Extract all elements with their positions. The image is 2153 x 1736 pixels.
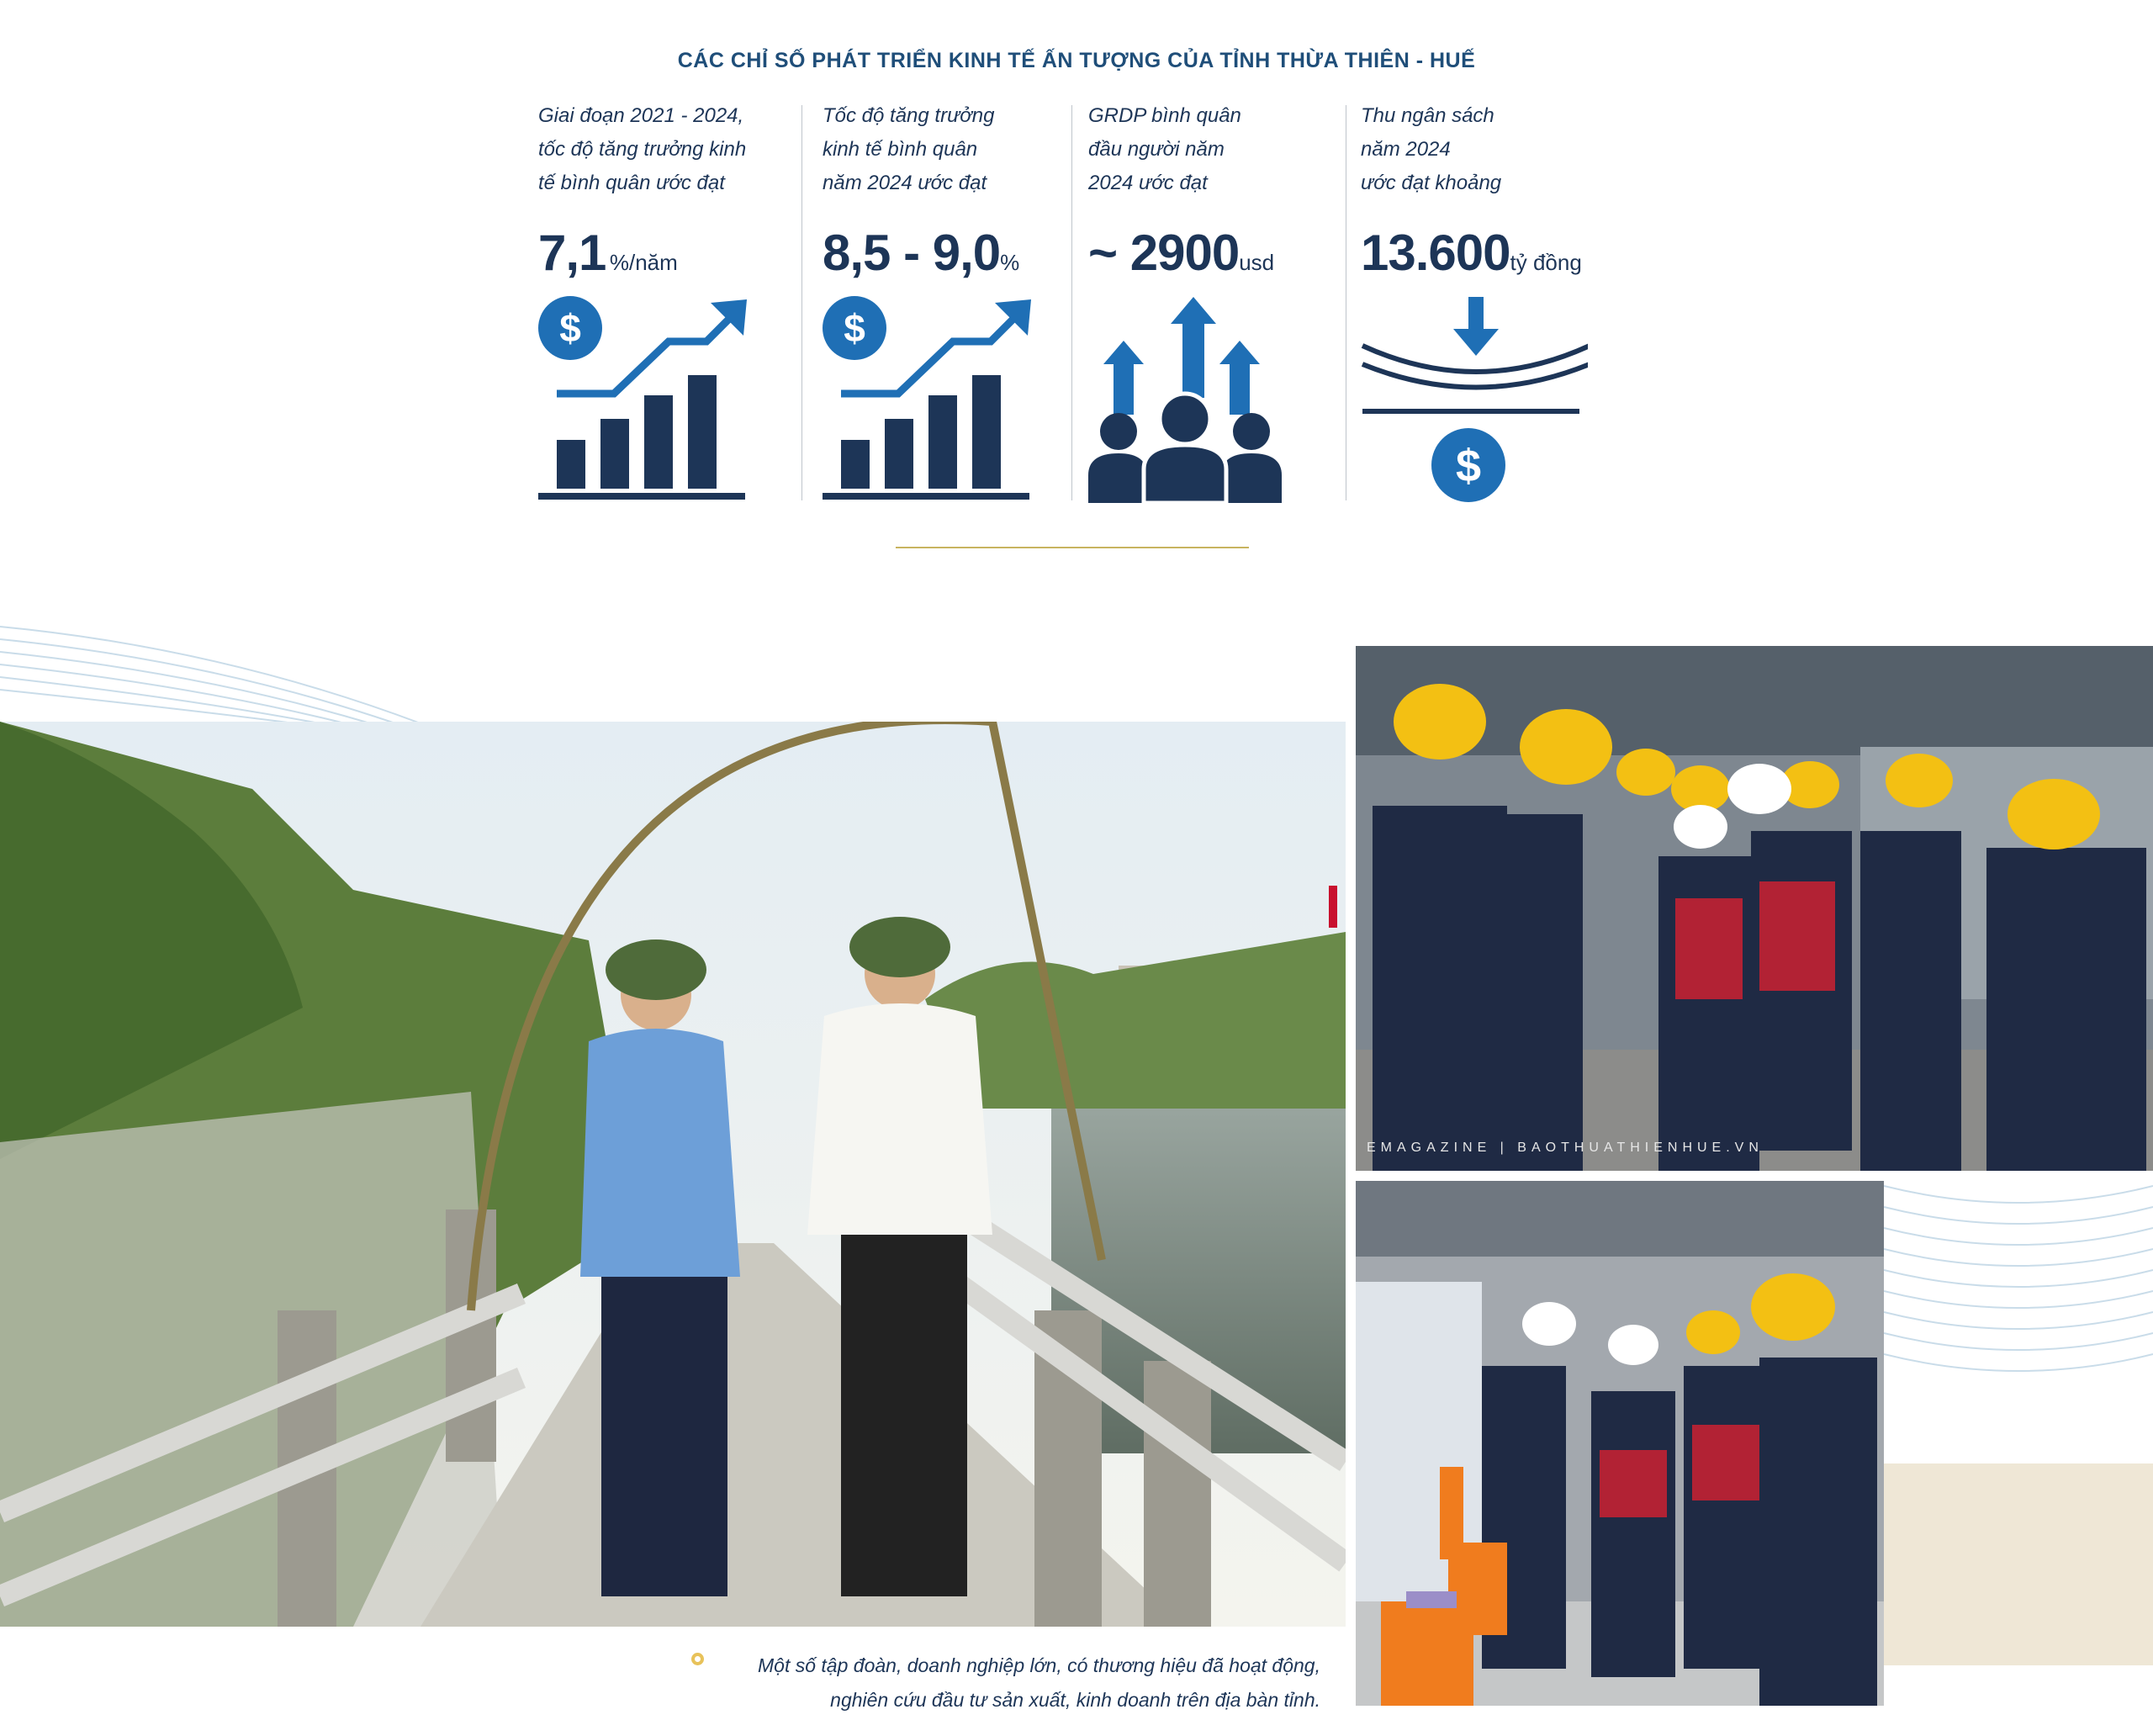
page-title: CÁC CHỈ SỐ PHÁT TRIỂN KINH TẾ ẤN TƯỢNG CỦA TỈNH THỪA THIÊN - HUẾ	[677, 49, 1476, 72]
indicator-unit: %/năm	[609, 250, 678, 275]
indicator-budget-revenue	[1361, 99, 1613, 503]
growth-chart-dollar-icon	[538, 293, 757, 503]
budget-collection-icon	[1361, 297, 1588, 507]
indicator-value: 8,5 - 9,0	[823, 225, 1001, 281]
indicator-growth-2024	[823, 99, 1075, 503]
column-divider	[801, 105, 802, 500]
column-divider	[1071, 105, 1072, 500]
indicator-desc: GRDP bình quân đầu người năm 2024 ước đạt	[1088, 104, 1241, 194]
indicator-grdp-per-capita	[1088, 99, 1332, 503]
photo-caption: Một số tập đoàn, doanh nghiệp lớn, có thương hiệu đã hoạt động, nghiên cứu đầu tư sản xuất, kinh doanh trên địa bàn tỉnh.	[758, 1654, 1320, 1711]
main-photo	[0, 722, 1346, 1627]
factory-top-photo	[1356, 646, 2153, 1171]
indicator-value-row	[823, 224, 1019, 282]
factory-bottom-photo	[1356, 1181, 1884, 1706]
section-divider	[896, 547, 1249, 548]
indicator-value: ~ 2900	[1088, 225, 1240, 281]
growth-chart-dollar-icon	[823, 293, 1041, 503]
svg-text:$: $	[844, 306, 865, 350]
indicator-unit: %	[1000, 250, 1020, 275]
indicator-value-row	[538, 224, 678, 282]
watermark: EMAGAZINE | BAOTHUATHIENHUE.VN	[1367, 1141, 1764, 1155]
officials-walking-bridge-photo	[0, 722, 1346, 1627]
factory-visit-hardhats-photo	[1356, 646, 2153, 1171]
indicator-value-row	[1361, 224, 1582, 282]
indicator-unit: tỷ đồng	[1510, 250, 1582, 275]
indicator-growth-period	[538, 99, 791, 503]
indicator-unit: usd	[1239, 250, 1275, 275]
indicator-value: 13.600	[1361, 225, 1510, 281]
svg-text:$: $	[559, 306, 581, 350]
svg-text:$: $	[1455, 441, 1482, 491]
indicator-desc: Tốc độ tăng trưởng kinh tế bình quân năm 2024 ước đạt	[823, 104, 995, 194]
decorative-block	[1884, 1463, 2153, 1665]
factory-yarn-spools-photo	[1356, 1181, 1884, 1706]
indicator-desc: Giai đoạn 2021 - 2024, tốc độ tăng trưởng kinh tế bình quân ước đạt	[538, 104, 747, 194]
indicator-value-row	[1088, 224, 1274, 282]
indicator-value: 7,1	[538, 225, 606, 281]
decorative-waves	[0, 614, 437, 723]
decorative-waves	[1884, 1169, 2153, 1455]
indicator-desc: Thu ngân sách năm 2024 ước đạt khoảng	[1361, 104, 1502, 194]
people-arrows-up-icon	[1088, 297, 1299, 507]
